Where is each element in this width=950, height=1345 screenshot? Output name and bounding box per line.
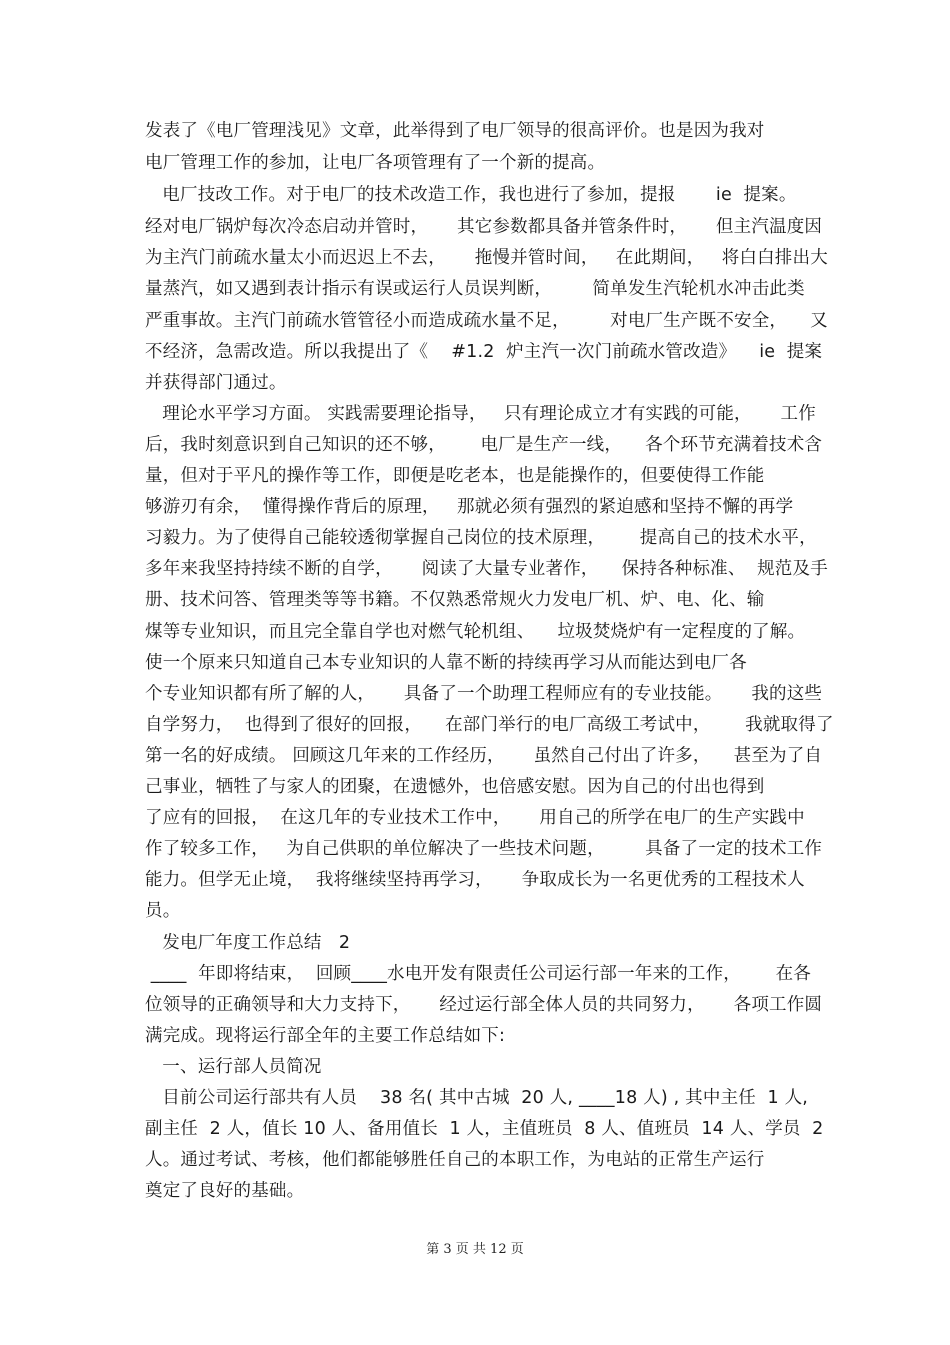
text-line: 目前公司运行部共有人员 38 名( 其中古城 20 人, ____18 人) , 其中主任 1 人,	[145, 1088, 809, 1108]
text-line: 了应有的回报， 在这几年的专业技术工作中， 用自己的所学在电厂的生产实践中	[145, 808, 805, 828]
text-line: 能力。但学无止境， 我将继续坚持再学习， 争取成长为一名更优秀的工程技术人	[145, 870, 805, 890]
text-line: 副主任 2 人，值长 10 人、备用值长 1 人，主值班员 8 人、值班员 14 人、学员 2	[145, 1119, 824, 1139]
text-line: 奠定了良好的基础。	[145, 1181, 305, 1201]
text-line: 满完成。现将运行部全年的主要工作总结如下:	[145, 1026, 506, 1046]
text-line: 使一个原来只知道自己本专业知识的人靠不断的持续再学习从而能达到电厂各	[145, 653, 747, 673]
text-line: 后，我时刻意识到自己知识的还不够， 电厂是生产一线， 各个环节充满着技术含	[145, 435, 823, 455]
text-line: 量蒸汽，如又遇到表计指示有误或运行人员误判断， 简单发生汽轮机水冲击此类	[145, 279, 805, 299]
text-line: 为主汽门前疏水量太小而迟迟上不去， 拖慢并管时间， 在此期间， 将白白排出大	[145, 248, 828, 268]
subsection-heading: 一、运行部人员简况	[145, 1057, 322, 1077]
text-line: 员。	[145, 901, 181, 921]
text-line: 习毅力。为了使得自己能较透彻掌握自己岗位的技术原理， 提高自己的技术水平，	[145, 528, 817, 548]
text-line: 多年来我坚持持续不断的自学， 阅读了大量专业著作， 保持各种标准、 规范及手	[145, 559, 828, 579]
text-line: 个专业知识都有所了解的人， 具备了一个助理工程师应有的专业技能。 我的这些	[145, 684, 823, 704]
text-line: 量，但对于平凡的操作等工作，即便是吃老本，也是能操作的，但要使得工作能	[145, 466, 765, 486]
text-line: 第一名的好成绩。 回顾这几年来的工作经历， 虽然自己付出了许多， 甚至为了自	[145, 746, 823, 766]
text-line: 煤等专业知识，而且完全靠自学也对燃气轮机组、 垃圾焚烧炉有一定程度的了解。	[145, 622, 806, 642]
text-line: 己事业，牺牲了与家人的团聚，在遗憾外，也倍感安慰。因为自己的付出也得到	[145, 777, 765, 797]
text-line: 发表了《电厂管理浅见》文章，此举得到了电厂领导的很高评价。也是因为我对	[145, 121, 765, 141]
section-heading: 发电厂年度工作总结 2	[145, 933, 351, 953]
text-line: 人。通过考试、考核，他们都能够胜任自己的本职工作，为电站的正常生产运行	[145, 1150, 765, 1170]
text-line: 够游刃有余， 懂得操作背后的原理， 那就必须有强烈的紧迫感和坚持不懈的再学	[145, 497, 794, 517]
text-line: 位领导的正确领导和大力支持下， 经过运行部全体人员的共同努力， 各项工作圆	[145, 995, 823, 1015]
text-line: 册、技术问答、管理类等等书籍。不仅熟悉常规火力发电厂机、炉、电、化、输	[145, 590, 765, 610]
text-line: 严重事故。主汽门前疏水管管径小而造成疏水量不足， 对电厂生产既不安全， 又	[145, 311, 828, 331]
text-line: 不经济，急需改造。所以我提出了《 #1.2 炉主汽一次门前疏水管改造》 ie 提案	[145, 342, 823, 362]
text-line: ____ 年即将结束， 回顾____水电开发有限责任公司运行部一年来的工作， 在各	[145, 964, 811, 984]
text-line: 电厂管理工作的参加，让电厂各项管理有了一个新的提高。	[145, 153, 606, 173]
text-line: 理论水平学习方面。 实践需要理论指导， 只有理论成立才有实践的可能， 工作	[145, 404, 816, 424]
text-line: 作了较多工作， 为自己供职的单位解决了一些技术问题， 具备了一定的技术工作	[145, 839, 823, 859]
text-line: 电厂技改工作。对于电厂的技术改造工作，我也进行了参加，提报 ie 提案。	[145, 185, 797, 205]
text-line: 经对电厂锅炉每次冷态启动并管时， 其它参数都具备并管条件时， 但主汽温度因	[145, 217, 823, 237]
text-line: 并获得部门通过。	[145, 373, 287, 393]
text-line: 自学努力， 也得到了很好的回报， 在部门举行的电厂高级工考试中， 我就取得了	[145, 715, 834, 735]
page-number-footer: 第 3 页 共 12 页	[426, 1242, 524, 1257]
